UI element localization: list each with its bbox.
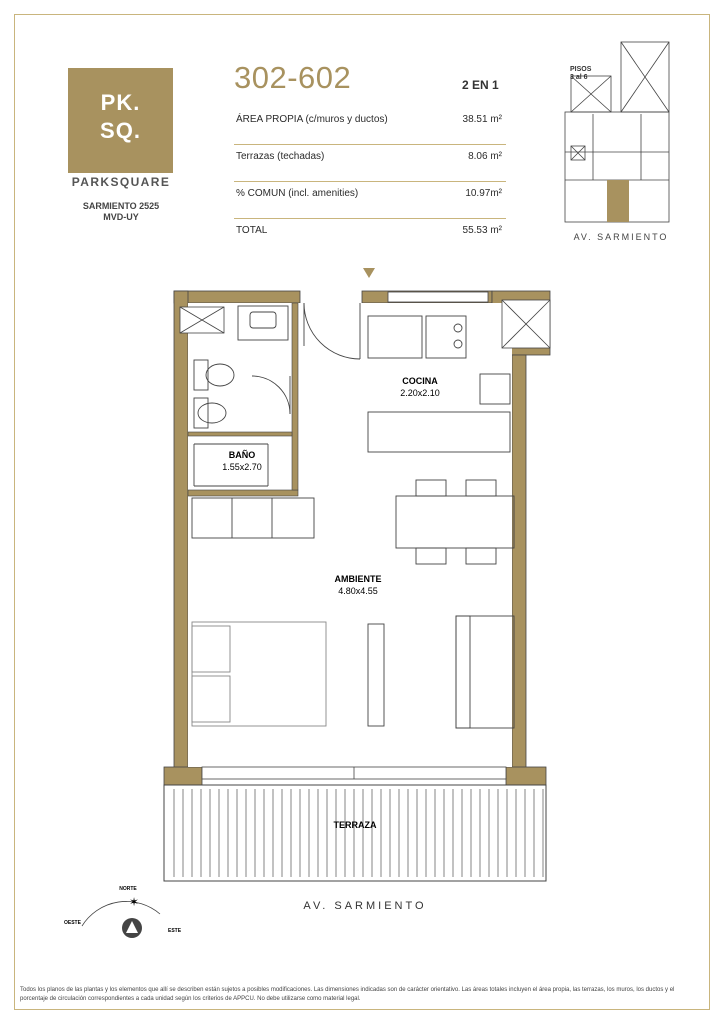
sun-icon: ✶ xyxy=(128,895,140,909)
area-value: 38.51 m² xyxy=(462,114,502,125)
room-dims-bath: 1.55x2.70 xyxy=(222,462,262,472)
area-value: 55.53 m² xyxy=(462,225,502,236)
key-plan-unit-highlight xyxy=(607,180,629,222)
terrace xyxy=(164,785,546,881)
entry-arrow-icon xyxy=(363,268,375,278)
area-row xyxy=(234,145,506,182)
area-table xyxy=(234,108,506,255)
bath-wall xyxy=(188,490,298,496)
address xyxy=(66,201,176,223)
brand-logo xyxy=(68,68,173,173)
compass-east: ESTE xyxy=(168,928,182,934)
area-label: Terrazas (techadas) xyxy=(236,151,325,162)
area-value: 10.97m² xyxy=(465,188,502,199)
key-plan-floors xyxy=(570,66,591,82)
compass-west: OESTE xyxy=(64,920,81,926)
area-label: TOTAL xyxy=(236,225,268,236)
key-plan-floors-label: PISOS xyxy=(570,66,592,73)
room-label-terrace: TERRAZA xyxy=(333,820,377,830)
unit-type: 2 EN 1 xyxy=(462,78,499,92)
floor-plan xyxy=(150,262,570,922)
area-row xyxy=(234,108,506,145)
brand-name: PARKSQUARE xyxy=(71,175,171,189)
room-dims-living: 4.80x4.55 xyxy=(338,586,378,596)
logo-line-1: PK. xyxy=(100,90,141,115)
legal-disclaimer: Todos los planos de las plantas y los elementos que allí se describen están sujetos a posibles modificaciones. Las dimensiones indicadas son de carácter orientativo. Las áreas totales incluyen el área propia, las terrazas, los muros, los ductos y el porcentaje de circulación correspondientes a cada unidad según los criterios de APPCU. No debe utilizarse como material legal. xyxy=(20,987,675,1002)
key-plan-street: AV. SARMIENTO xyxy=(573,232,669,242)
key-plan-floors-range: 3 al 6 xyxy=(570,74,588,81)
room-label-living: AMBIENTE xyxy=(334,574,382,584)
room-label-kitchen: COCINA xyxy=(402,376,438,386)
room-label-bath: BAÑO xyxy=(228,450,256,460)
street-name: AV. SARMIENTO xyxy=(303,900,427,912)
area-label: ÁREA PROPIA (c/muros y ductos) xyxy=(236,114,388,125)
area-row xyxy=(234,219,506,255)
area-label: % COMUN (incl. amenities) xyxy=(236,188,359,199)
address-line-2: MVD-UY xyxy=(103,212,139,222)
address-line-1: SARMIENTO 2525 xyxy=(82,201,160,211)
area-value: 8.06 m² xyxy=(468,151,502,162)
area-row xyxy=(234,182,506,219)
logo-line-2: SQ. xyxy=(100,118,141,143)
room-dims-kitchen: 2.20x2.10 xyxy=(400,388,440,398)
window-top xyxy=(388,292,488,302)
unit-number: 302-602 xyxy=(234,60,352,95)
compass-north: NORTE xyxy=(119,886,137,892)
compass xyxy=(62,880,212,950)
